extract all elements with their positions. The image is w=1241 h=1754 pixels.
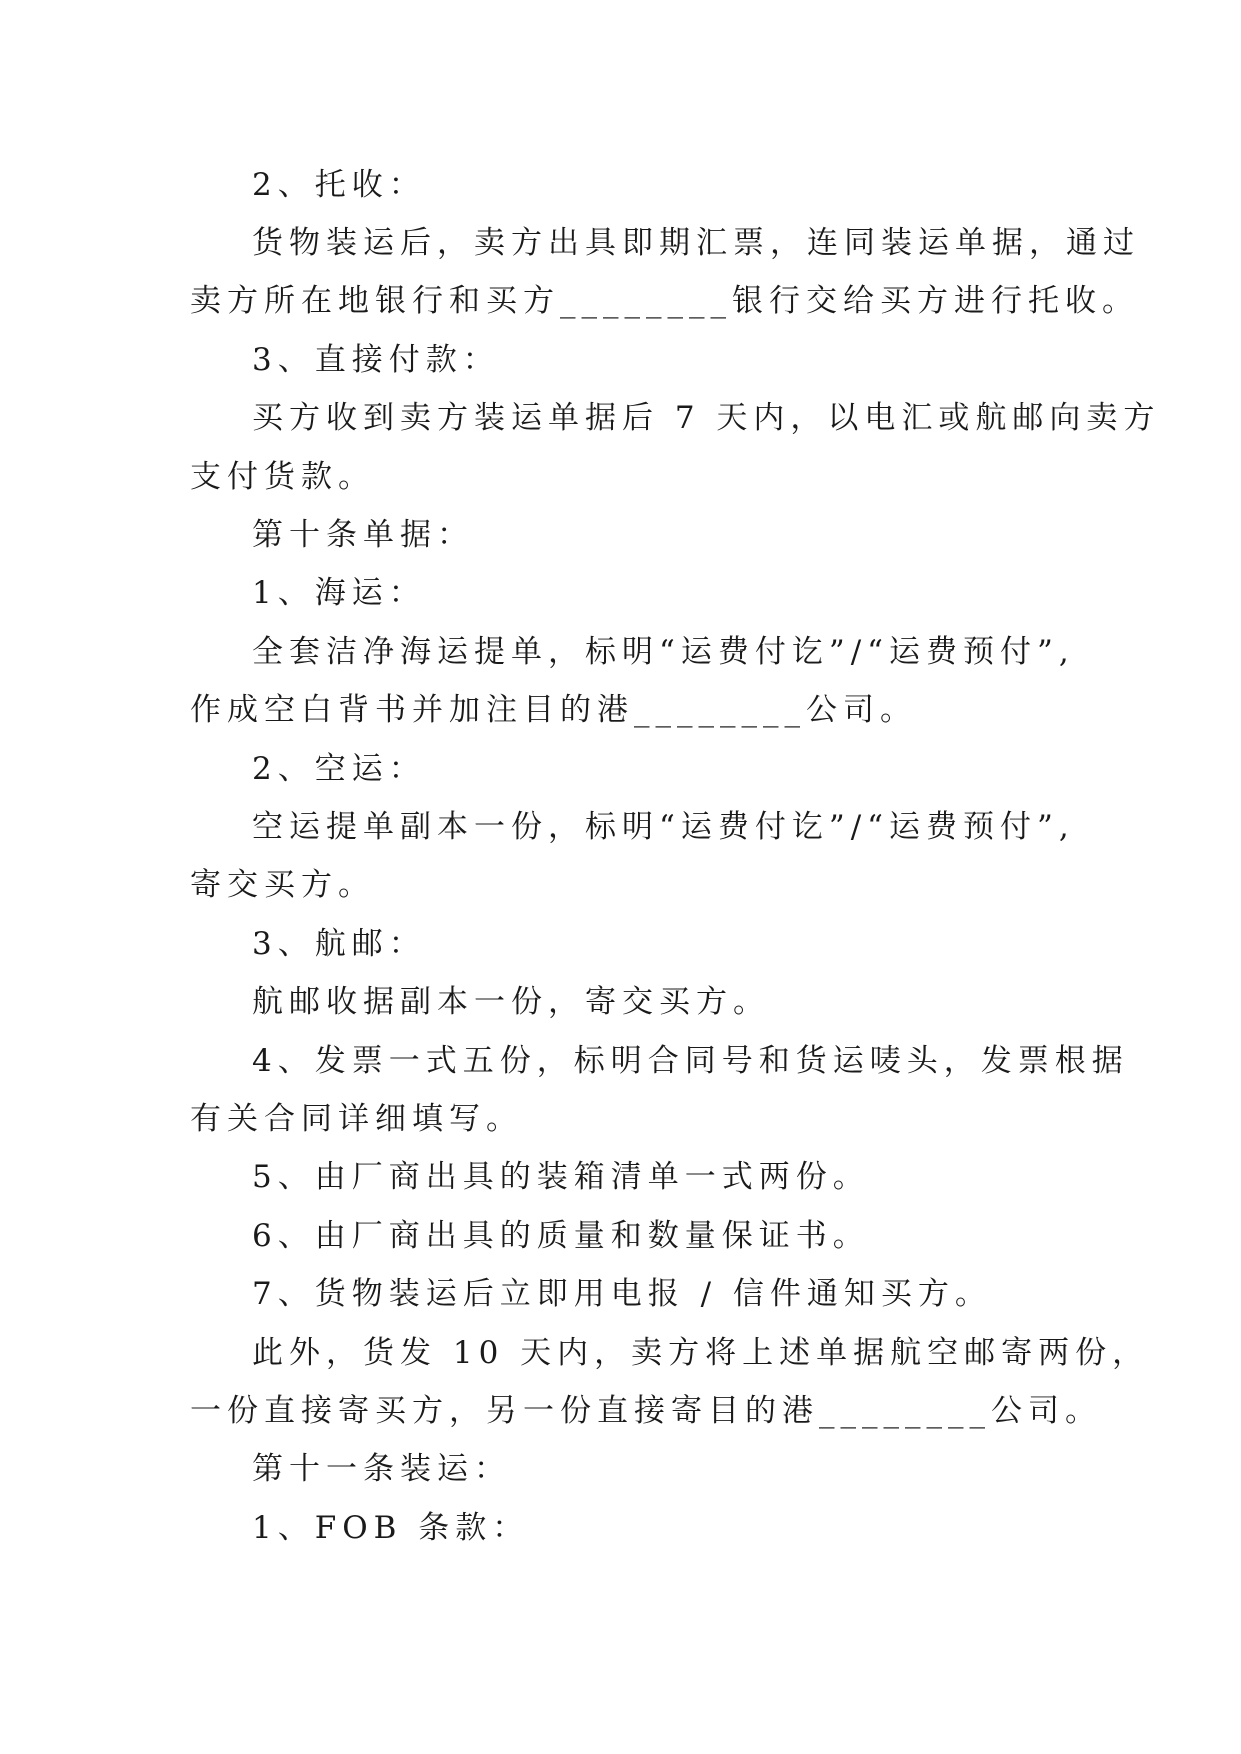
paragraph-line: 空运提单副本一份，标明“运费付讫”/“运费预付”,	[252, 809, 1075, 845]
paragraph-line: 全套洁净海运提单，标明“运费付讫”/“运费预付”,	[252, 634, 1075, 670]
section-heading-direct-payment: 3、直接付款：	[252, 342, 500, 378]
article-heading-shipment: 第十一条装运：	[252, 1451, 511, 1487]
list-item-warranty: 6、由厂商出具的质量和数量保证书。	[252, 1218, 870, 1254]
section-heading-air: 2、空运：	[252, 751, 426, 787]
list-item-invoice: 4、发票一式五份，标明合同号和货运唛头，发票根据	[252, 1043, 1129, 1079]
list-item-packing-list: 5、由厂商出具的装箱清单一式两份。	[252, 1159, 870, 1195]
paragraph-line: 一份直接寄买方，另一份直接寄目的港________公司。	[190, 1393, 1102, 1429]
paragraph-line: 作成空白背书并加注目的港________公司。	[190, 692, 917, 728]
paragraph-line: 买方收到卖方装运单据后 7 天内，以电汇或航邮向卖方	[252, 400, 1161, 436]
section-heading-fob: 1、FOB 条款：	[252, 1510, 530, 1546]
paragraph-line: 货物装运后，卖方出具即期汇票，连同装运单据，通过	[252, 225, 1140, 261]
section-heading-collection: 2、托收：	[252, 167, 426, 203]
paragraph-line: 寄交买方。	[190, 867, 375, 903]
paragraph-line: 此外，货发 10 天内，卖方将上述单据航空邮寄两份，	[252, 1335, 1150, 1371]
paragraph-line: 卖方所在地银行和买方________银行交给买方进行托收。	[190, 283, 1139, 319]
section-heading-ocean: 1、海运：	[252, 575, 426, 611]
section-heading-airmail: 3、航邮：	[252, 926, 426, 962]
list-item-notification: 7、货物装运后立即用电报 / 信件通知买方。	[252, 1276, 992, 1312]
paragraph-line: 支付货款。	[190, 459, 375, 495]
paragraph-line: 航邮收据副本一份，寄交买方。	[252, 984, 770, 1020]
paragraph-line: 有关合同详细填写。	[190, 1101, 523, 1137]
article-heading-documents: 第十条单据：	[252, 517, 474, 553]
